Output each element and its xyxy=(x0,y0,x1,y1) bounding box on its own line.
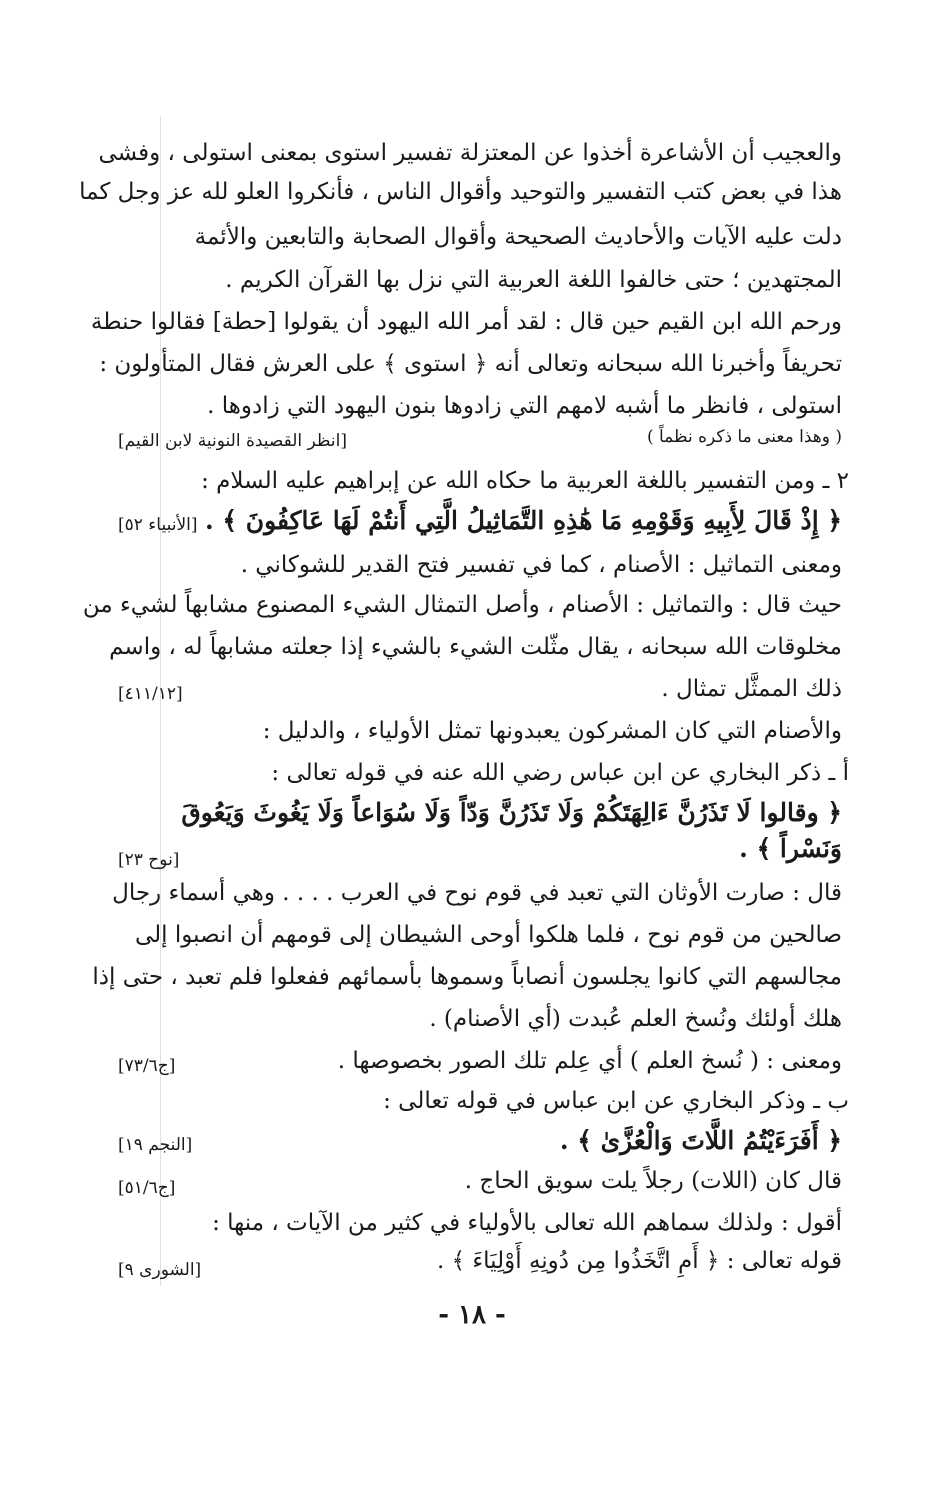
text-line: قال : صارت الأوثان التي تعبد في قوم نوح في العرب . . . . وهي أسماء رجال xyxy=(112,880,842,906)
section-heading-2: ٢ ـ ومن التفسير باللغة العربية ما حكاه الله عن إبراهيم عليه السلام : xyxy=(201,468,849,494)
text-line: ورحم الله ابن القيم حين قال : لقد أمر الله اليهود أن يقولوا [حطة] فقالوا حنطة xyxy=(90,309,842,335)
reference-qasida: [انظر القصيدة النونية لابن القيم] xyxy=(118,431,347,451)
text-line: والأصنام التي كان المشركون يعبدونها تمثل الأولياء ، والدليل : xyxy=(262,718,842,744)
text-line: ومعنى : ( نُسخ العلم ) أي عِلم تلك الصور بخصوصها . xyxy=(337,1048,842,1074)
text-line: هلك أولئك ونُسخ العلم عُبدت (أي الأصنام) . xyxy=(429,1006,842,1032)
reference-j51: [ج٥١/٦] xyxy=(118,1178,176,1198)
quran-verse-nuh: ﴿ وقالوا لَا تَذَرُنَّ ءَالِهَتَكُمْ وَلَا تَذَرُنَّ وَدّاً وَلَا سُوَاعاً وَلَا يَغُوثَ وَيَعُوقَ xyxy=(181,798,842,827)
text-line: قوله تعالى : ﴿ أَمِ اتَّخَذُوا مِن دُونِهِ أَوْلِيَاءَ ﴾ . xyxy=(436,1248,842,1274)
text-line: مخلوقات الله سبحانه ، يقال مثّلت الشيء بالشيء إذا جعلته مشابهاً له ، واسم xyxy=(109,634,842,660)
text-line: هذا في بعض كتب التفسير والتوحيد وأقوال الناس ، فأنكروا العلو لله عز وجل كما xyxy=(79,179,842,205)
text-line: دلت عليه الآيات والأحاديث الصحيحة وأقوال الصحابة والتابعين والأئمة xyxy=(194,224,842,250)
reference-j73: [ج٧٣/٦] xyxy=(118,1056,176,1076)
text-line: أقول : ولذلك سماهم الله تعالى بالأولياء في كثير من الآيات ، منها : xyxy=(212,1210,842,1236)
section-heading-b: ب ـ وذكر البخاري عن ابن عباس في قوله تعالى : xyxy=(383,1088,849,1114)
reference-shura: [الشورى ٩] xyxy=(118,1260,202,1280)
reference-anbiya: [الأنبياء ٥٢] xyxy=(118,515,198,535)
text-line: ومعنى التماثيل : الأصنام ، كما في تفسير فتح القدير للشوكاني . xyxy=(240,552,842,578)
text-line: قال كان (اللات) رجلاً يلت سويق الحاج . xyxy=(464,1168,842,1194)
text-line: صالحين من قوم نوح ، فلما هلكوا أوحى الشيطان إلى قومهم أن انصبوا إلى xyxy=(135,922,842,948)
text-line: حيث قال : والتماثيل : الأصنام ، وأصل التمثال الشيء المصنوع مشابهاً لشيء من xyxy=(82,592,842,618)
text-line: والعجيب أن الأشاعرة أخذوا عن المعتزلة تفسير استوى بمعنى استولى ، وفشى xyxy=(98,140,842,166)
reference-nuh: [نوح ٢٣] xyxy=(118,850,180,870)
page-number: - ١٨ - xyxy=(438,1300,506,1330)
reference-qadir: [٤١١/١٢] xyxy=(118,684,183,704)
quran-verse-anbiya: ﴿ إِذْ قَالَ لِأَبِيهِ وَقَوْمِهِ مَا هَٰذِهِ التَّمَاثِيلُ الَّتِي أَنتُمْ لَهَا عَاكِفُونَ ﴾ . xyxy=(204,506,842,535)
text-line: تحريفاً وأخبرنا الله سبحانه وتعالى أنه ﴿ استوى ﴾ على العرش فقال المتأولون : xyxy=(99,351,842,377)
quran-verse-nuh-end: وَنَسْراً ﴾ . xyxy=(739,834,842,863)
text-line: مجالسهم التي كانوا يجلسون أنصاباً وسموها بأسمائهم ففعلوا فلم تعبد ، حتى إذا xyxy=(92,964,842,990)
quran-verse-najm: ﴿ أَفَرَءَيْتُمُ اللَّاتَ وَالْعُزَّىٰ ﴾ . xyxy=(559,1126,842,1155)
section-heading-a: أ ـ ذكر البخاري عن ابن عباس رضي الله عنه في قوله تعالى : xyxy=(271,760,849,786)
poem-note: ( وهذا معنى ما ذكره نظماً ) xyxy=(646,427,842,447)
text-line: المجتهدين ؛ حتى خالفوا اللغة العربية التي نزل بها القرآن الكريم . xyxy=(225,267,842,293)
text-line: ذلك الممثَّل تمثال . xyxy=(661,676,842,702)
reference-najm: [النجم ١٩] xyxy=(118,1135,193,1155)
text-line: استولى ، فانظر ما أشبه لامهم التي زادوها بنون اليهود التي زادوها . xyxy=(207,393,842,419)
